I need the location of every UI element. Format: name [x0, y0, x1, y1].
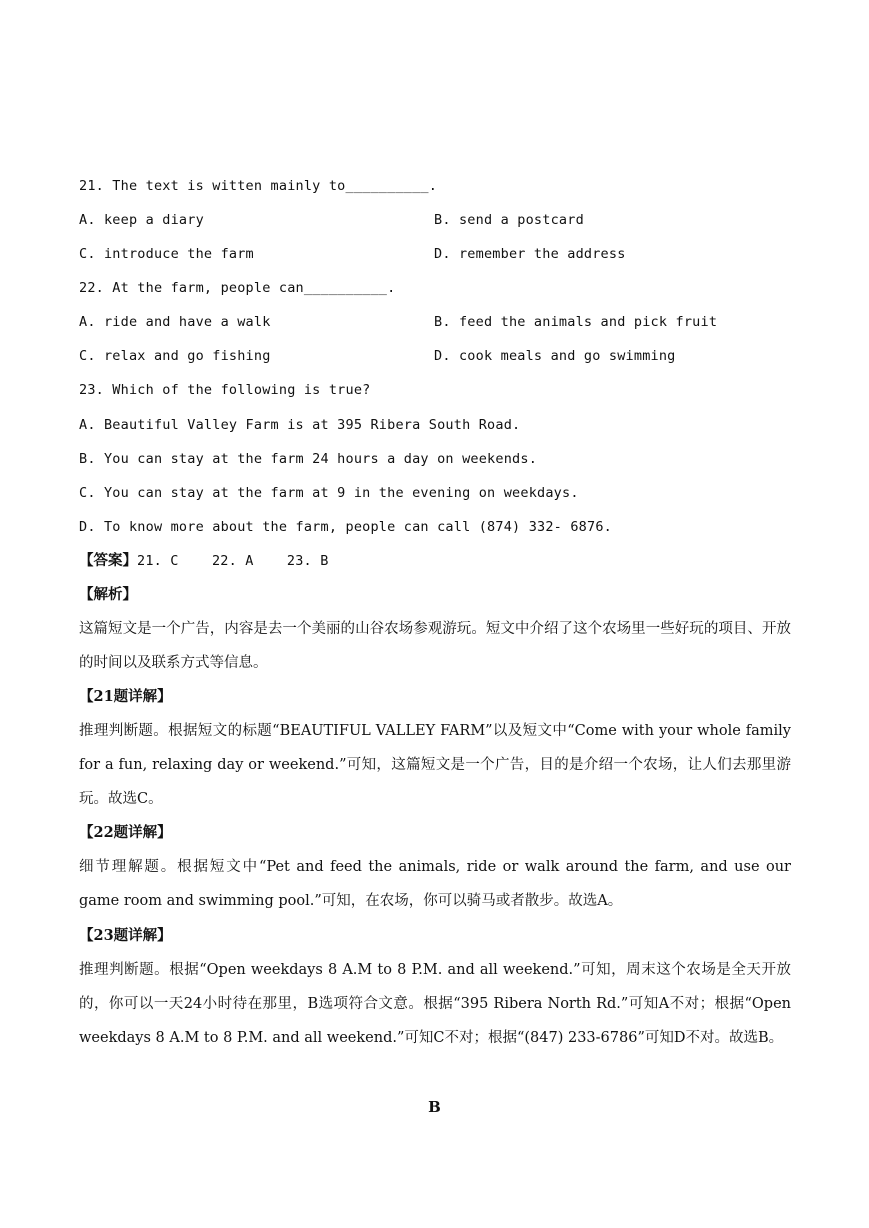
- question-22-option-a: A. ride and have a walk: [79, 314, 271, 330]
- question-22-option-b: B. feed the animals and pick fruit: [434, 314, 718, 330]
- question-21-stem: 21. The text is witten mainly to__________.: [79, 178, 438, 194]
- answer-line: [79, 551, 329, 571]
- analysis-label: 【解析】: [79, 586, 137, 603]
- question-22-option-c: C. relax and go fishing: [79, 348, 271, 364]
- detail-22-label: 【22题详解】: [79, 824, 172, 841]
- answer-label: 【答案】: [79, 552, 137, 569]
- question-23-option-b: B. You can stay at the farm 24 hours a day on weekends.: [79, 451, 538, 467]
- detail-23-text: 推理判断题。根据“Open weekdays 8 A.M to 8 P.M. and all weekend.”可知，周末这个农场是全天开放的，你可以一天24小时待在那里，B选项符合文意。根据“395 Ribera North Rd.”可知A不对；根据“Open weekdays 8 A.M to 8 P.M. and all weekend.”可知C不对；根据“(847) 233-6786”可知D不对。故选B。: [79, 962, 791, 1046]
- question-23-option-a: A. Beautiful Valley Farm is at 395 Ribera South Road.: [79, 417, 521, 433]
- question-22-option-d: D. cook meals and go swimming: [434, 348, 676, 364]
- question-21-option-c: C. introduce the farm: [79, 246, 254, 262]
- detail-21-label: 【21题详解】: [79, 688, 172, 705]
- detail-23-label: 【23题详解】: [79, 927, 172, 944]
- question-23-option-c: C. You can stay at the farm at 9 in the evening on weekdays.: [79, 485, 579, 501]
- question-22-stem: 22. At the farm, people can__________.: [79, 280, 396, 296]
- section-letter: B: [428, 1098, 441, 1116]
- detail-22-text: 细节理解题。根据短文中“Pet and feed the animals, ride or walk around the farm, and use our game room and swimming pool.”可知，在农场，你可以骑马或者散步。故选A。: [79, 859, 791, 909]
- question-23-stem: 23. Which of the following is true?: [79, 382, 371, 398]
- question-21-option-d: D. remember the address: [434, 246, 626, 262]
- question-21-option-a: A. keep a diary: [79, 212, 204, 228]
- answer-text: 21. C 22. A 23. B: [137, 553, 329, 569]
- question-21-option-b: B. send a postcard: [434, 212, 584, 228]
- question-23-option-d: D. To know more about the farm, people can call (874) 332- 6876.: [79, 519, 612, 535]
- detail-21-text: 推理判断题。根据短文的标题“BEAUTIFUL VALLEY FARM”以及短文中“Come with your whole family for a fun, relaxing day or weekend.”可知，这篇短文是一个广告，目的是介绍一个农场，让人们去那里游玩。故选C。: [79, 723, 791, 807]
- analysis-text: 这篇短文是一个广告，内容是去一个美丽的山谷农场参观游玩。短文中介绍了这个农场里一些好玩的项目、开放的时间以及联系方式等信息。: [79, 621, 791, 671]
